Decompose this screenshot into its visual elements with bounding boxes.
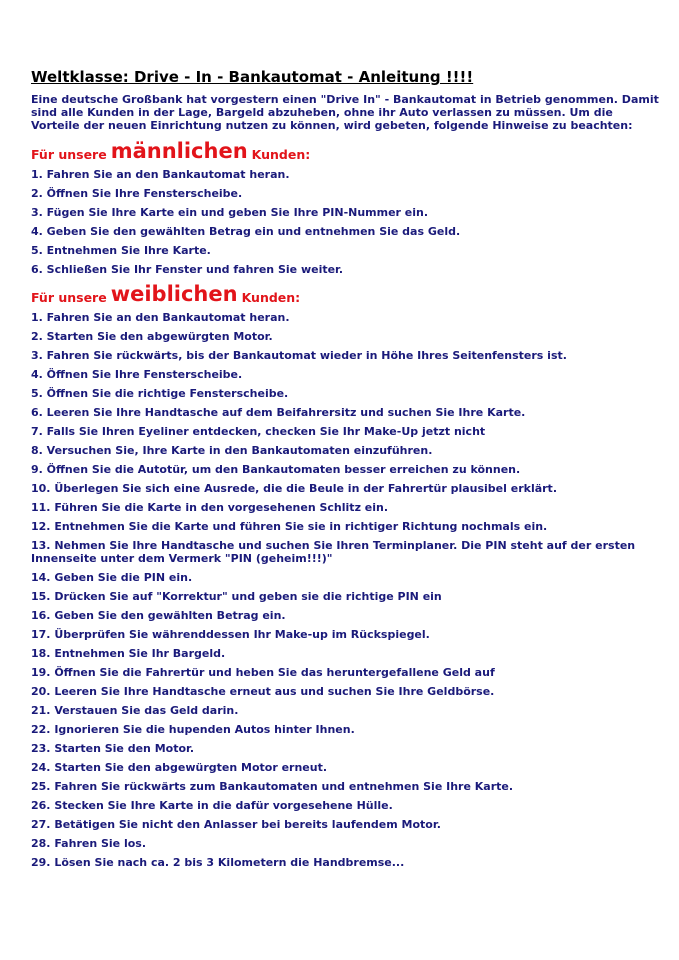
- document-title: Weltklasse: Drive - In - Bankautomat - Anleitung !!!!: [31, 68, 474, 86]
- list-item: 2. Starten Sie den abgewürgten Motor.: [31, 330, 273, 343]
- list-item: 26. Stecken Sie Ihre Karte in die dafür vorgesehene Hülle.: [31, 799, 393, 812]
- list-item: 24. Starten Sie den abgewürgten Motor erneut.: [31, 761, 328, 774]
- female-heading-highlight: weiblichen: [110, 282, 238, 306]
- list-item: 22. Ignorieren Sie die hupenden Autos hinter Ihnen.: [31, 723, 355, 736]
- list-item: 4. Öffnen Sie Ihre Fensterscheibe.: [31, 368, 243, 381]
- list-item: 4. Geben Sie den gewählten Betrag ein und entnehmen Sie das Geld.: [31, 225, 461, 238]
- list-item: 19. Öffnen Sie die Fahrertür und heben Sie das heruntergefallene Geld auf: [31, 666, 495, 679]
- list-item: 18. Entnehmen Sie Ihr Bargeld.: [31, 647, 226, 660]
- list-item: 10. Überlegen Sie sich eine Ausrede, die die Beule in der Fahrertür plausibel erklärt.: [31, 482, 557, 495]
- male-heading-suffix: Kunden:: [251, 147, 311, 162]
- list-item: 1. Fahren Sie an den Bankautomat heran.: [31, 168, 290, 181]
- list-item: 9. Öffnen Sie die Autotür, um den Bankautomaten besser erreichen zu können.: [31, 463, 521, 476]
- list-item: 23. Starten Sie den Motor.: [31, 742, 195, 755]
- list-item: 3. Fahren Sie rückwärts, bis der Bankautomat wieder in Höhe Ihres Seitenfensters ist.: [31, 349, 567, 362]
- intro-paragraph: Eine deutsche Großbank hat vorgestern einen "Drive In" - Bankautomat in Betrieb genommen. Damit sind alle Kunden in der Lage, Bargeld abzuheben, ohne ihr Auto verlassen zu müssen. Um die Vorteile der neuen Einrichtung nutzen zu können, wird gebeten, folgende Hinweise zu beachten:: [31, 93, 659, 132]
- female-heading-prefix: Für unsere: [31, 290, 107, 305]
- list-item: 12. Entnehmen Sie die Karte und führen Sie sie in richtiger Richtung nochmals ein.: [31, 520, 548, 533]
- female-heading-suffix: Kunden:: [241, 290, 301, 305]
- list-item: 5. Öffnen Sie die richtige Fensterscheibe.: [31, 387, 289, 400]
- list-item: 3. Fügen Sie Ihre Karte ein und geben Sie Ihre PIN-Nummer ein.: [31, 206, 429, 219]
- list-item: 5. Entnehmen Sie Ihre Karte.: [31, 244, 211, 257]
- list-item: 6. Schließen Sie Ihr Fenster und fahren Sie weiter.: [31, 263, 344, 276]
- list-item: 29. Lösen Sie nach ca. 2 bis 3 Kilometern die Handbremse...: [31, 856, 405, 869]
- list-item: 1. Fahren Sie an den Bankautomat heran.: [31, 311, 290, 324]
- list-item: 28. Fahren Sie los.: [31, 837, 147, 850]
- list-item: 21. Verstauen Sie das Geld darin.: [31, 704, 239, 717]
- list-item: 17. Überprüfen Sie währenddessen Ihr Make-up im Rückspiegel.: [31, 628, 430, 641]
- list-item: 11. Führen Sie die Karte in den vorgesehenen Schlitz ein.: [31, 501, 389, 514]
- list-item: 8. Versuchen Sie, Ihre Karte in den Bankautomaten einzuführen.: [31, 444, 433, 457]
- list-item: 2. Öffnen Sie Ihre Fensterscheibe.: [31, 187, 243, 200]
- male-instructions-list: [31, 165, 661, 279]
- male-section-heading: [31, 136, 661, 165]
- list-item: 14. Geben Sie die PIN ein.: [31, 571, 193, 584]
- list-item: 7. Falls Sie Ihren Eyeliner entdecken, checken Sie Ihr Make-Up jetzt nicht: [31, 425, 486, 438]
- document-page: [31, 66, 661, 872]
- list-item: 16. Geben Sie den gewählten Betrag ein.: [31, 609, 286, 622]
- male-heading-prefix: Für unsere: [31, 147, 107, 162]
- list-item: 27. Betätigen Sie nicht den Anlasser bei bereits laufendem Motor.: [31, 818, 441, 831]
- female-section-heading: [31, 279, 661, 308]
- list-item: 15. Drücken Sie auf "Korrektur" und geben sie die richtige PIN ein: [31, 590, 442, 603]
- list-item: 20. Leeren Sie Ihre Handtasche erneut aus und suchen Sie Ihre Geldbörse.: [31, 685, 495, 698]
- list-item: 13. Nehmen Sie Ihre Handtasche und suchen Sie Ihren Terminplaner. Die PIN steht auf der ersten Innenseite unter dem Vermerk "PIN (geheim!!!)": [31, 539, 636, 565]
- list-item: 6. Leeren Sie Ihre Handtasche auf dem Beifahrersitz und suchen Sie Ihre Karte.: [31, 406, 526, 419]
- male-heading-highlight: männlichen: [110, 139, 248, 163]
- list-item: 25. Fahren Sie rückwärts zum Bankautomaten und entnehmen Sie Ihre Karte.: [31, 780, 514, 793]
- female-instructions-list: [31, 308, 661, 872]
